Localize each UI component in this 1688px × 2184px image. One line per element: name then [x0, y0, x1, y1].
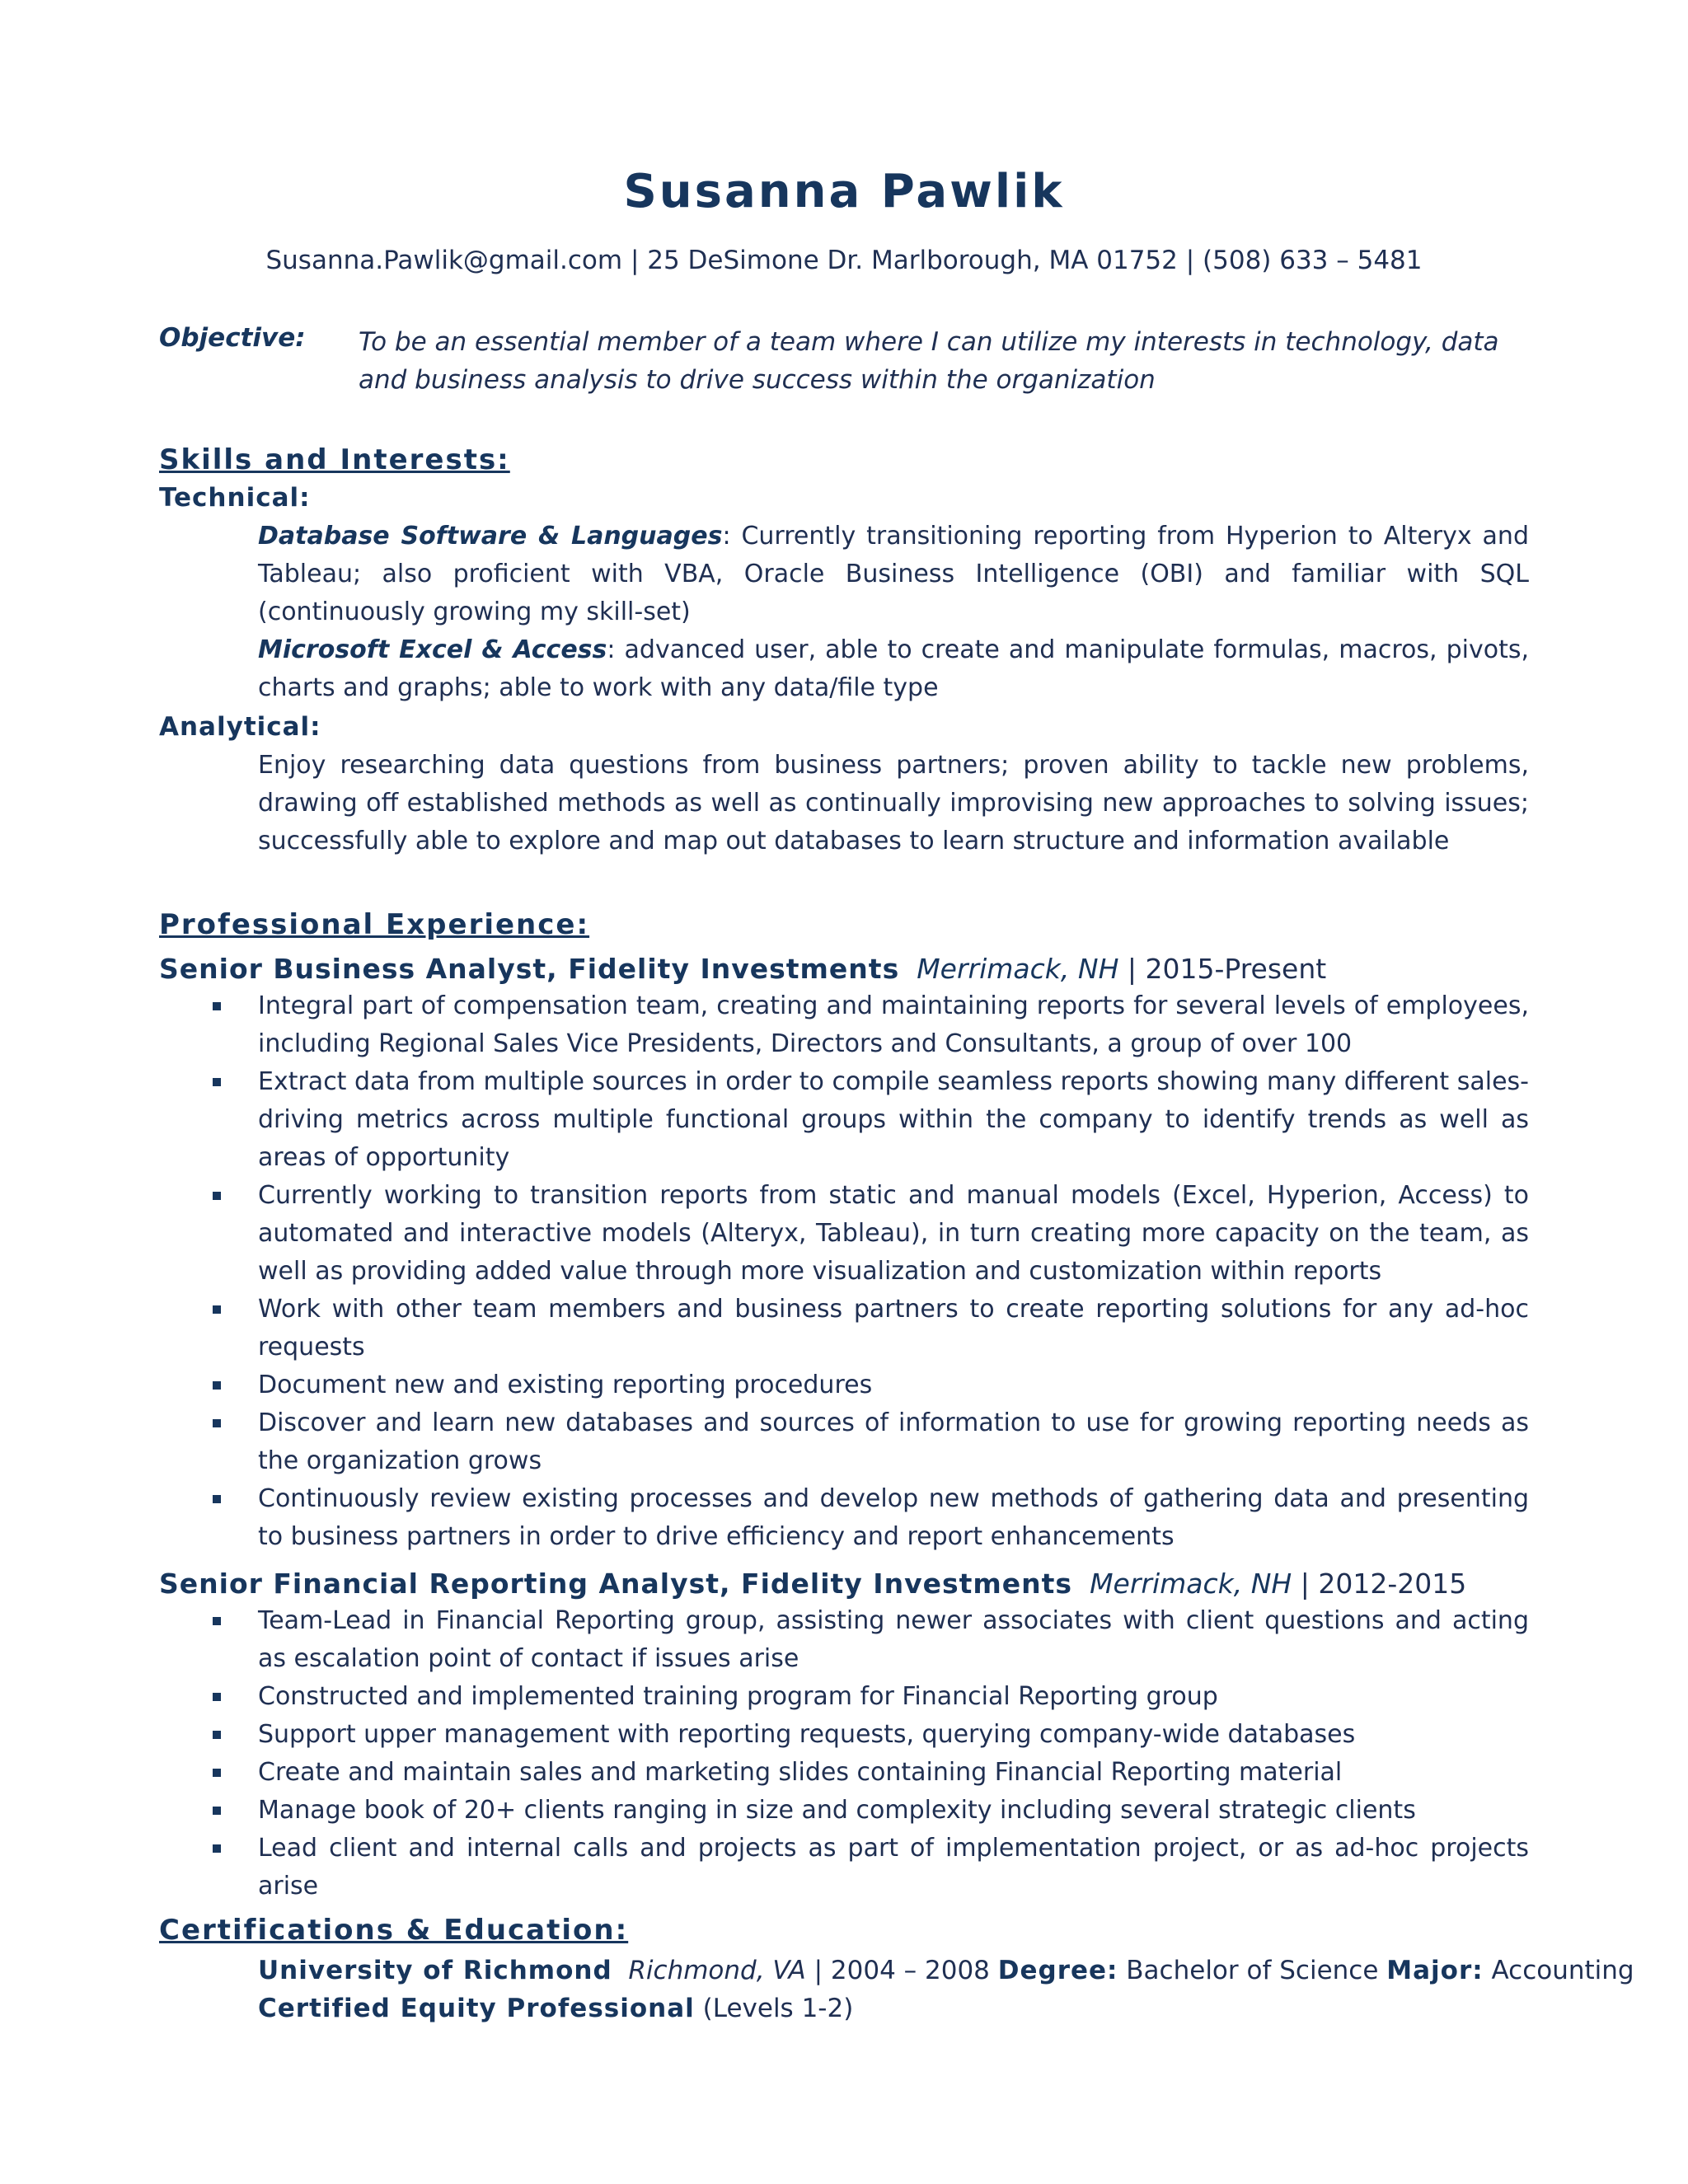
education-line: [258, 1952, 1634, 1990]
list-item: Create and maintain sales and marketing slides containing Financial Reporting material: [258, 1754, 1529, 1792]
bullet-icon: [213, 1381, 221, 1390]
bullet-icon: [213, 1807, 221, 1815]
job-title: Senior Business Analyst, Fidelity Investments: [159, 953, 900, 985]
bullet-icon: [213, 1192, 221, 1200]
bullet-icon: [213, 1305, 221, 1314]
school-name: University of Richmond: [258, 1956, 612, 1985]
skills-heading: Skills and Interests:: [159, 443, 510, 476]
list-item: Continuously review existing processes and develop new methods of gathering data and presenting to business partners in order to drive efficiency and report enhancements: [258, 1480, 1529, 1556]
list-item: Constructed and implemented training program for Financial Reporting group: [258, 1678, 1529, 1716]
job-location: Merrimack, NH: [917, 953, 1119, 985]
list-item: Extract data from multiple sources in order to compile seamless reports showing many different sales-driving metrics across multiple functional groups within the company to identify trends as well as areas of opportunity: [258, 1063, 1529, 1177]
list-item: Currently working to transition reports from static and manual models (Excel, Hyperion, Access) to automated and interactive models (Alteryx, Tableau), in turn creating more capacity on the team, as well as providing added value through more visualization and customization within reports: [258, 1177, 1529, 1291]
degree-label: Degree:: [997, 1956, 1118, 1985]
database-text: : Currently transitioning reporting from Hyperion to Alteryx and Tableau; also proficient with VBA, Oracle Business Intelligence (OBI) and familiar with SQL (continuously growing my skill-set): [258, 522, 1529, 626]
job-years: | 2012-2015: [1292, 1568, 1467, 1600]
job-title-line: [159, 1568, 1466, 1600]
major: Accounting: [1483, 1956, 1634, 1985]
school-years: | 2004 – 2008: [805, 1956, 998, 1985]
bullet-icon: [213, 1078, 221, 1086]
contact-line: Susanna.Pawlik@gmail.com | 25 DeSimone Dr. Marlborough, MA 01752 | (508) 633 – 5481: [265, 246, 1423, 275]
excel-term: Microsoft Excel & Access: [258, 635, 607, 664]
bullet-icon: [213, 1844, 221, 1853]
analytical-text: Enjoy researching data questions from business partners; proven ability to tackle new problems, drawing off established methods as well as continually improvising new approaches to solving issues; successfully able to explore and map out databases to learn structure and information available: [258, 751, 1529, 855]
bullet-icon: [213, 1002, 221, 1010]
job-title-line: [159, 953, 1326, 985]
list-item: Integral part of compensation team, creating and maintaining reports for several levels of employees, including Regional Sales Vice Presidents, Directors and Consultants, a group of over 100: [258, 987, 1529, 1063]
objective-text: To be an essential member of a team where I can utilize my interests in technology, data and business analysis to drive success within the organization: [359, 327, 1499, 395]
list-item: Lead client and internal calls and projects as part of implementation project, or as ad-hoc projects arise: [258, 1830, 1529, 1905]
school-location: Richmond, VA: [628, 1956, 806, 1985]
bullet-icon: [213, 1693, 221, 1701]
major-label: Major:: [1386, 1956, 1484, 1985]
experience-heading: Professional Experience:: [159, 908, 590, 941]
job-bullets: [258, 1602, 1529, 1905]
list-item: Document new and existing reporting procedures: [258, 1366, 1529, 1404]
job-title: Senior Financial Reporting Analyst, Fidelity Investments: [159, 1568, 1073, 1600]
certification-levels: (Levels 1-2): [694, 1994, 854, 2023]
degree: Bachelor of Science: [1118, 1956, 1387, 1985]
list-item: Manage book of 20+ clients ranging in size and complexity including several strategic clients: [258, 1792, 1529, 1830]
job-location: Merrimack, NH: [1090, 1568, 1292, 1600]
candidate-name: Susanna Pawlik: [623, 165, 1065, 218]
excel-skill: [258, 631, 1529, 707]
job-years: | 2015-Present: [1118, 953, 1327, 985]
education-heading: Certifications & Education:: [159, 1914, 629, 1947]
database-skill: [258, 518, 1529, 631]
list-item: Support upper management with reporting requests, querying company-wide databases: [258, 1716, 1529, 1754]
analytical-label: Analytical:: [159, 712, 321, 742]
list-item: Team-Lead in Financial Reporting group, assisting newer associates with client questions and acting as escalation point of contact if issues arise: [258, 1602, 1529, 1678]
technical-label: Technical:: [159, 483, 311, 513]
objective-label: Objective:: [159, 323, 306, 353]
bullet-icon: [213, 1419, 221, 1427]
list-item: Work with other team members and business partners to create reporting solutions for any ad-hoc requests: [258, 1291, 1529, 1366]
database-term: Database Software & Languages: [258, 522, 723, 551]
bullet-icon: [213, 1731, 221, 1739]
excel-text: : advanced user, able to create and manipulate formulas, macros, pivots, charts and graphs; able to work with any data/file type: [258, 635, 1530, 702]
list-item: Discover and learn new databases and sources of information to use for growing reporting needs as the organization grows: [258, 1404, 1529, 1480]
bullet-icon: [213, 1617, 221, 1625]
certification-line: [258, 1990, 1529, 2027]
job-bullets: [258, 987, 1529, 1556]
bullet-icon: [213, 1495, 221, 1503]
bullet-icon: [213, 1769, 221, 1777]
certification-name: Certified Equity Professional: [258, 1994, 695, 2023]
